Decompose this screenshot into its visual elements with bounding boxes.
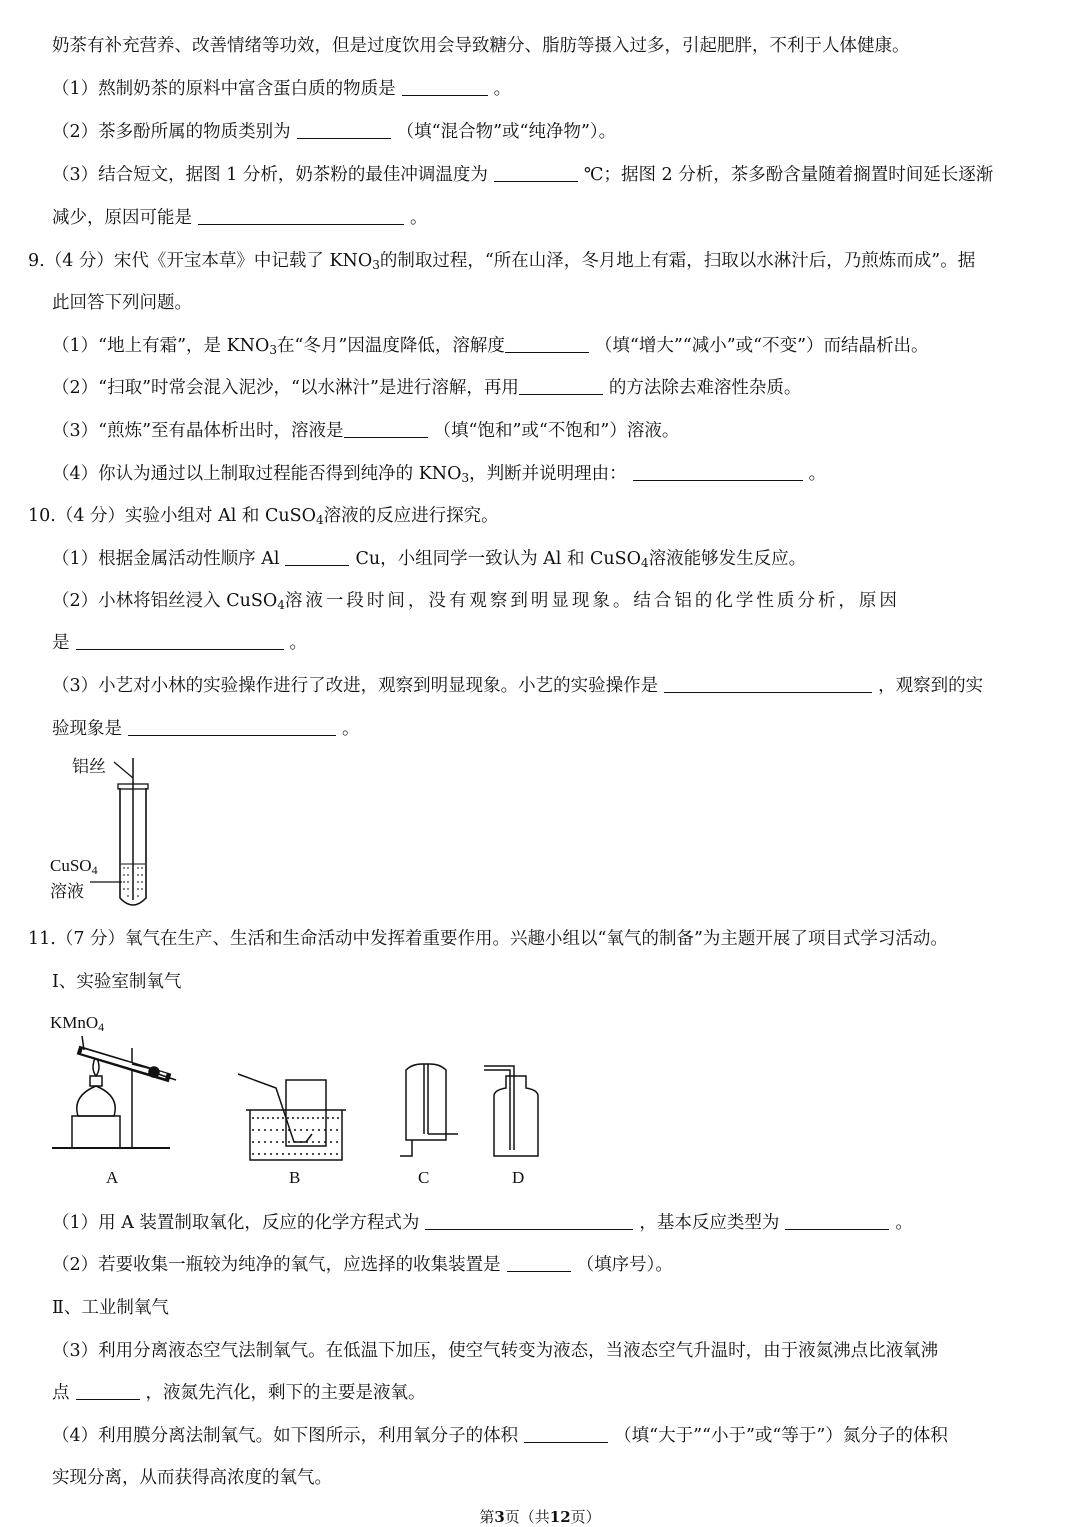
q10-3-end: 。	[342, 719, 360, 739]
q10-1-end: 溶液能够发生反应。	[648, 549, 807, 569]
wire-pointer-line	[114, 762, 133, 778]
q8-3-text: （3）结合短文，据图 1 分析，奶茶粉的最佳冲调温度为	[52, 165, 488, 185]
q10-text-cont: 溶液的反应进行探究。	[323, 506, 499, 526]
q9-3-end: （填“饱和”或“不饱和”）溶液。	[433, 421, 680, 441]
answer-blank[interactable]	[505, 334, 589, 353]
subscript: 4	[641, 556, 649, 570]
q11-1-end: 。	[895, 1213, 913, 1233]
delivery-tube-b	[238, 1074, 312, 1142]
q8-1-text: （1）熬制奶茶的原料中富含蛋白质的物质是	[52, 79, 396, 99]
q10-2	[52, 589, 900, 613]
footer-pre: 第	[479, 1508, 495, 1526]
q11-1-text-cont: ，基本反应类型为	[639, 1213, 780, 1233]
apparatus-label-b: B	[289, 1168, 301, 1187]
q10-3-text-cont: ，观察到的实	[878, 676, 984, 696]
q11-3-text2: 点	[52, 1383, 70, 1403]
q11-4-line2: 实现分离，从而获得高浓度的氧气。	[52, 1468, 332, 1488]
q9-stem	[28, 249, 975, 273]
q8-1	[52, 77, 511, 101]
answer-blank[interactable]	[633, 462, 803, 481]
subscript: 4	[315, 513, 324, 527]
answer-blank[interactable]	[425, 1211, 633, 1230]
label-kmno4-text: KMnO	[50, 1013, 99, 1032]
q10-stem	[28, 504, 499, 528]
q11-4-text-cont: （填“大于”“小于”或“等于”）氮分子的体积	[614, 1426, 948, 1446]
q10-3-line2	[52, 717, 360, 741]
q9-1-end: （填“增大”“减小”或“不变”）而结晶析出。	[594, 336, 929, 356]
subscript: 4	[91, 863, 98, 877]
q8-3-end: 。	[410, 208, 428, 228]
q10-text: 10.（4 分）实验小组对 Al 和 CuSO	[28, 506, 316, 526]
label-cuso4-text: CuSO	[50, 856, 92, 875]
q8-2-end: （填“混合物”或“纯净物”）。	[396, 122, 617, 142]
q11-2	[52, 1253, 673, 1277]
q10-2-line2	[52, 631, 307, 655]
lamp-neck	[90, 1076, 102, 1086]
q8-1-end: 。	[493, 79, 512, 99]
q9-1-text: （1）“地上有霜”，是 KNO	[52, 336, 270, 356]
answer-blank[interactable]	[297, 120, 391, 139]
page-footer	[0, 1506, 1080, 1527]
alcohol-lamp	[77, 1086, 115, 1116]
q11-2-text: （2）若要收集一瓶较为纯净的氧气，应选择的收集装置是	[52, 1255, 501, 1275]
apparatus-figure	[50, 1030, 570, 1160]
answer-blank[interactable]	[494, 163, 578, 182]
q9-text: 9.（4 分）宋代《开宝本草》中记载了 KNO	[28, 251, 373, 271]
q10-1	[52, 547, 806, 571]
stand-base	[72, 1116, 120, 1148]
label-solution: 溶液	[50, 882, 84, 901]
q9-4-text: （4）你认为通过以上制取过程能否得到纯净的 KNO	[52, 464, 462, 484]
apparatus-d	[484, 1066, 538, 1156]
q10-2-text: （2）小林将铝丝浸入 CuSO	[52, 591, 278, 611]
q9-4-end: 。	[808, 464, 827, 484]
q9-1-text-cont: 在“冬月”因温度降低，溶解度	[276, 336, 505, 356]
q10-2-end: 。	[289, 633, 307, 653]
q9-1	[52, 334, 929, 358]
answer-blank[interactable]	[76, 631, 284, 650]
q9-3-text: （3）“煎炼”至有晶体析出时，溶液是	[52, 421, 344, 441]
apparatus-label-a: A	[106, 1168, 119, 1187]
answer-blank[interactable]	[785, 1211, 889, 1230]
q9-4	[52, 462, 826, 486]
stopper	[149, 1067, 159, 1077]
total-pages: 12	[549, 1508, 571, 1526]
tube-c-bend	[400, 1140, 412, 1156]
q9-3	[52, 419, 679, 443]
q8-3	[52, 163, 993, 187]
section-I-title: I、实验室制氧气	[52, 972, 182, 992]
q8-2-text: （2）茶多酚所属的物质类别为	[52, 122, 291, 142]
apparatus-a	[52, 1036, 176, 1148]
subscript: 3	[269, 343, 277, 357]
label-aluminum-wire: 铝丝	[72, 757, 106, 776]
q11-3: （3）利用分离液态空气法制氧气。在低温下加压，使空气转变为液态，当液态空气升温时，由于液氮沸点比液氧沸	[52, 1341, 939, 1361]
page-number: 3	[494, 1508, 505, 1526]
q10-3-text2: 验现象是	[52, 719, 122, 739]
answer-blank[interactable]	[128, 717, 336, 736]
answer-blank[interactable]	[507, 1253, 571, 1272]
q8-3-text2: 减少，原因可能是	[52, 208, 192, 228]
q9-2-end: 的方法除去难溶性杂质。	[608, 378, 802, 398]
answer-blank[interactable]	[344, 419, 428, 438]
q11-4-text: （4）利用膜分离法制氧气。如下图所示，利用氧分子的体积	[52, 1426, 519, 1446]
q8-3-cont: ℃；据图 2 分析，茶多酚含量随着搁置时间延长逐渐	[583, 165, 994, 185]
answer-blank[interactable]	[76, 1381, 140, 1400]
subscript: 3	[372, 258, 380, 272]
q9-2-text: （2）“扫取”时常会混入泥沙，“以水淋汁”是进行溶解，再用	[52, 378, 519, 398]
q11-2-end: （填序号）。	[576, 1255, 673, 1275]
q10-3	[52, 674, 983, 698]
tube-d	[484, 1066, 514, 1150]
answer-blank[interactable]	[664, 674, 872, 693]
intro-line: 奶茶有补充营养、改善情绪等功效，但是过度饮用会导致糖分、脂肪等摄入过多，引起肥胖，不利于人体健康。	[52, 36, 910, 56]
q11-4	[52, 1424, 948, 1448]
answer-blank[interactable]	[198, 206, 404, 225]
apparatus-c	[400, 1064, 458, 1156]
q10-2-text2: 是	[52, 633, 70, 653]
answer-blank[interactable]	[285, 547, 349, 566]
bottle-c	[406, 1064, 446, 1140]
q8-2	[52, 120, 616, 144]
subscript: 4	[98, 1020, 105, 1034]
apparatus-b	[238, 1074, 346, 1160]
bottle-d	[494, 1076, 538, 1156]
apparatus-label-c: C	[418, 1168, 430, 1187]
subscript: 4	[277, 598, 285, 612]
q9-text-cont: 的制取过程，“所在山泽，冬月地上有霜，扫取以水淋汁后，乃煎炼而成”。据	[379, 251, 976, 271]
q10-1-text: （1）根据金属活动性顺序 Al	[52, 549, 280, 569]
tube-c	[424, 1064, 458, 1134]
q10-2-text-cont: 溶液一段时间，没有观察到明显现象。结合铝的化学性质分析，原因	[284, 591, 900, 611]
apparatus-label-d: D	[512, 1168, 525, 1187]
answer-blank[interactable]	[519, 376, 603, 395]
q11-3-line2	[52, 1381, 426, 1405]
section-II-title: Ⅱ、工业制氧气	[52, 1298, 169, 1318]
answer-blank[interactable]	[402, 77, 488, 96]
q11-stem: 11.（7 分）氧气在生产、生活和生命活动中发挥着重要作用。兴趣小组以“氧气的制备”为主题开展了项目式学习活动。	[28, 929, 948, 949]
q11-1-text: （1）用 A 装置制取氧化，反应的化学方程式为	[52, 1213, 420, 1233]
footer-mid: 页（共	[504, 1508, 550, 1526]
q9-stem-line2: 此回答下列问题。	[52, 293, 192, 313]
subscript: 3	[461, 471, 470, 485]
q9-2	[52, 376, 801, 400]
answer-blank[interactable]	[524, 1424, 608, 1443]
q11-1	[52, 1211, 913, 1235]
q8-3-line2	[52, 206, 428, 230]
q9-4-text-cont: ，判断并说明理由：	[469, 464, 627, 484]
test-tube-figure	[50, 750, 210, 910]
q10-1-text-cont: Cu，小组同学一致认为 Al 和 CuSO	[355, 549, 642, 569]
q11-3-end: ，液氮先汽化，剩下的主要是液氧。	[145, 1383, 426, 1403]
footer-post: 页）	[570, 1508, 601, 1526]
q10-3-text: （3）小艺对小林的实验操作进行了改进，观察到明显现象。小艺的实验操作是	[52, 676, 659, 696]
